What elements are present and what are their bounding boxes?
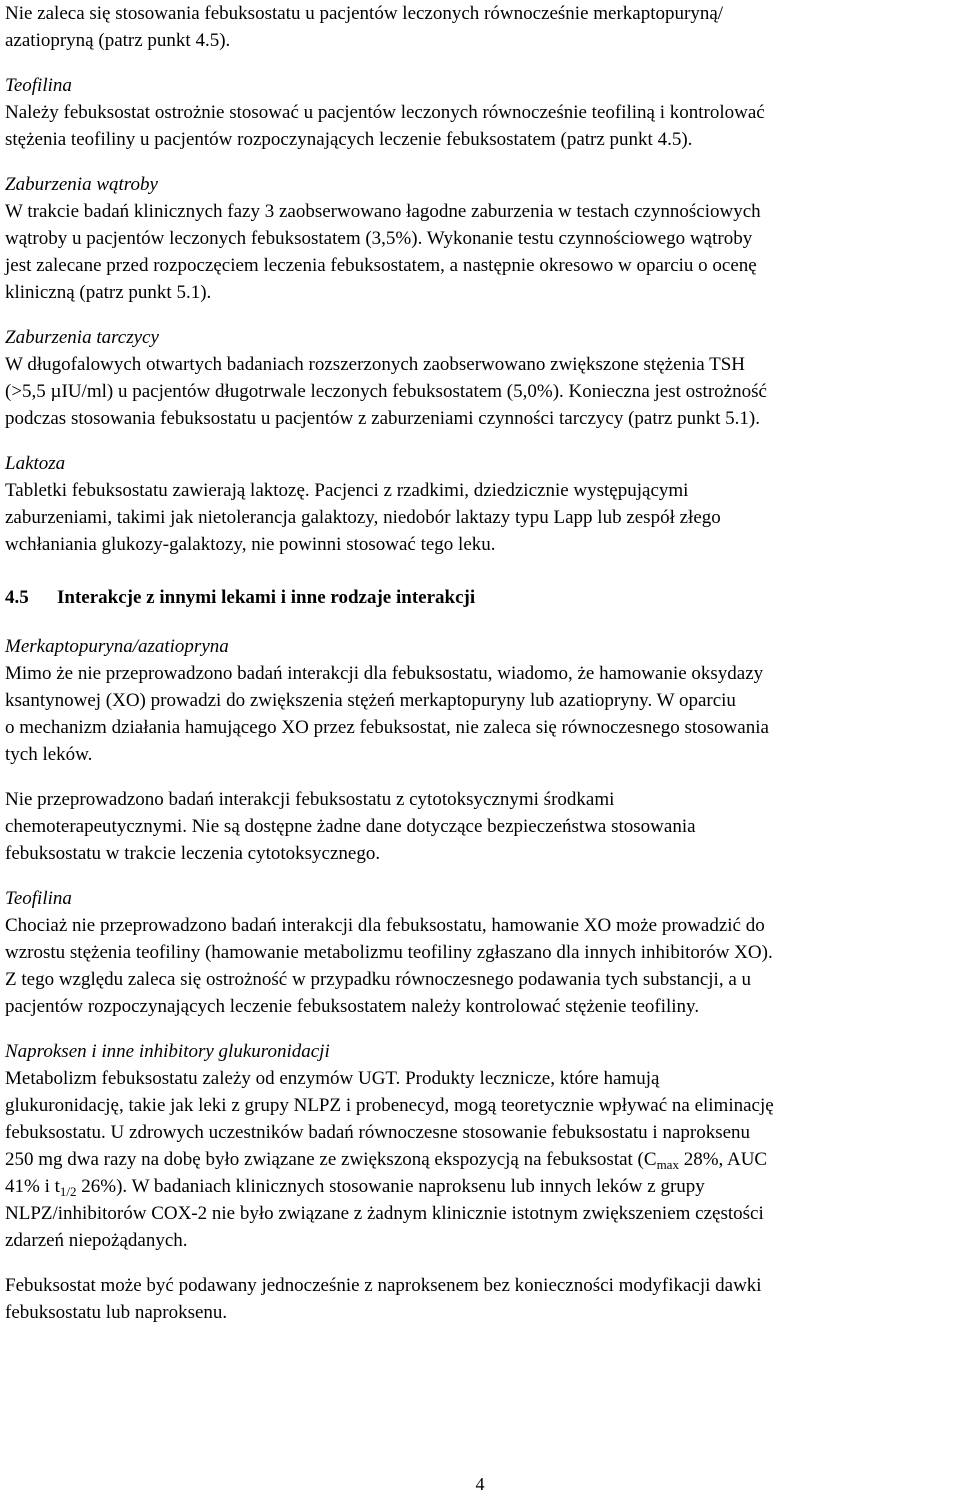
naproxen-line-4-post: 28%, AUC	[678, 1149, 768, 1170]
document-page	[5, 0, 957, 1326]
mercaptopurine-line-4: tych leków.	[5, 744, 93, 765]
naproxen-line-6: NLPZ/inhibitorów COX-2 nie było związane z żadnym klinicznie istotnym zwiększeniem częstości	[5, 1203, 764, 1224]
liver-line-3: jest zalecane przed rozpoczęciem leczenia febuksostatem, a następnie okresowo w oparciu o ocenę	[5, 255, 757, 276]
section-heading	[5, 584, 957, 611]
naproxen-line-5-post: 26%). W badaniach klinicznych stosowanie naproksenu lub innych leków z grupy	[76, 1176, 705, 1197]
mercaptopurine-line-1: Mimo że nie przeprowadzono badań interakcji dla febuksostatu, wiadomo, że hamowanie oksydazy	[5, 663, 764, 684]
naproxen-line-7: zdarzeń niepożądanych.	[5, 1230, 188, 1251]
naproxen-line-5-pre: 41% i t	[5, 1176, 60, 1197]
naproxen-title: Naproksen i inne inhibitory glukuronidacji	[5, 1041, 330, 1062]
mercaptopurine-line-3: o mechanizm działania hamującego XO przez febuksostat, nie zaleca się równoczesnego stosowania	[5, 717, 769, 738]
lactose-title: Laktoza	[5, 453, 66, 474]
cytotoxic-paragraph	[5, 786, 957, 867]
naproxen-dosing-paragraph	[5, 1272, 957, 1326]
teofilina-interaction-line-1: Chociaż nie przeprowadzono badań interakcji dla febuksostatu, hamowanie XO może prowadzić do	[5, 915, 765, 936]
naproxen-line-1: Metabolizm febuksostatu zależy od enzymów UGT. Produkty lecznicze, które hamują	[5, 1068, 660, 1089]
mercaptopurine-section	[5, 633, 957, 768]
lactose-line-1: Tabletki febuksostatu zawierają laktozę. Pacjenci z rzadkimi, dziedzicznie występującymi	[5, 480, 689, 501]
intro-line-1: Nie zaleca się stosowania febuksostatu u pacjentów leczonych równocześnie merkaptopuryną/	[5, 3, 724, 24]
teofilina-warning-title: Teofilina	[5, 75, 72, 96]
teofilina-warning-section	[5, 72, 957, 153]
naproxen-line-4	[5, 1149, 767, 1170]
thyroid-title: Zaburzenia tarczycy	[5, 327, 159, 348]
page-number: 4	[475, 1474, 485, 1494]
intro-paragraph	[5, 0, 957, 54]
thyroid-line-2: (>5,5 µIU/ml) u pacjentów długotrwale leczonych febuksostatem (5,0%). Konieczna jest ostrożność	[5, 381, 767, 402]
thyroid-line-3: podczas stosowania febuksostatu u pacjentów z zaburzeniami czynności tarczycy (patrz punkt 5.1).	[5, 408, 760, 429]
naproxen-dosing-line-2: febuksostatu lub naproksenu.	[5, 1302, 228, 1323]
cytotoxic-line-3: febuksostatu w trakcie leczenia cytotoksycznego.	[5, 843, 381, 864]
mercaptopurine-line-2: ksantynowej (XO) prowadzi do zwiększenia stężeń merkaptopuryny lub azatiopryny. W oparciu	[5, 690, 736, 711]
liver-line-2: wątroby u pacjentów leczonych febuksostatem (3,5%). Wykonanie testu czynnościowego wątroby	[5, 228, 753, 249]
liver-line-4: kliniczną (patrz punkt 5.1).	[5, 282, 212, 303]
teofilina-interaction-title: Teofilina	[5, 888, 72, 909]
half-life-subscript: 1/2	[59, 1184, 77, 1199]
teofilina-interaction-section	[5, 885, 957, 1020]
naproxen-line-3: febuksostatu. U zdrowych uczestników badań równoczesne stosowanie febuksostatu i naproksenu	[5, 1122, 751, 1143]
liver-section	[5, 171, 957, 306]
teofilina-interaction-line-2: wzrostu stężenia teofiliny (hamowanie metabolizmu teofiliny zgłaszano dla innych inhibitorów XO).	[5, 942, 773, 963]
cytotoxic-line-2: chemoterapeutycznymi. Nie są dostępne żadne dane dotyczące bezpieczeństwa stosowania	[5, 816, 696, 837]
mercaptopurine-title: Merkaptopuryna/azatiopryna	[5, 636, 229, 657]
intro-line-2: azatiopryną (patrz punkt 4.5).	[5, 30, 231, 51]
naproxen-dosing-line-1: Febuksostat może być podawany jednocześnie z naproksenem bez konieczności modyfikacji dawki	[5, 1275, 762, 1296]
section-title: Interakcje z innymi lekami i inne rodzaje interakcji	[57, 587, 476, 608]
naproxen-line-4-pre: 250 mg dwa razy na dobę było związane ze zwiększoną ekspozycją na febuksostat (C	[5, 1149, 657, 1170]
thyroid-section	[5, 324, 957, 432]
naproxen-line-5	[5, 1176, 705, 1197]
lactose-line-2: zaburzeniami, takimi jak nietolerancja galaktozy, niedobór laktazy typu Lapp lub zespół złego	[5, 507, 721, 528]
naproxen-section	[5, 1038, 957, 1254]
teofilina-interaction-line-3: Z tego względu zaleca się ostrożność w przypadku równoczesnego podawania tych substancji, a u	[5, 969, 752, 990]
teofilina-warning-line-2: stężenia teofiliny u pacjentów rozpoczynających leczenie febuksostatem (patrz punkt 4.5).	[5, 129, 693, 150]
cmax-subscript: max	[656, 1157, 679, 1172]
teofilina-interaction-line-4: pacjentów rozpoczynających leczenie febuksostatem należy kontrolować stężenie teofiliny.	[5, 996, 700, 1017]
liver-title: Zaburzenia wątroby	[5, 174, 158, 195]
cytotoxic-line-1: Nie przeprowadzono badań interakcji febuksostatu z cytotoksycznymi środkami	[5, 789, 615, 810]
teofilina-warning-line-1: Należy febuksostat ostrożnie stosować u pacjentów leczonych równocześnie teofiliną i kontrolować	[5, 102, 765, 123]
section-number: 4.5	[5, 587, 29, 608]
lactose-section	[5, 450, 957, 558]
lactose-line-3: wchłaniania glukozy-galaktozy, nie powinni stosować tego leku.	[5, 534, 496, 555]
naproxen-line-2: glukuronidację, takie jak leki z grupy NLPZ i probenecyd, mogą teoretycznie wpływać na eliminację	[5, 1095, 774, 1116]
thyroid-line-1: W długofalowych otwartych badaniach rozszerzonych zaobserwowano zwiększone stężenia TSH	[5, 354, 746, 375]
liver-line-1: W trakcie badań klinicznych fazy 3 zaobserwowano łagodne zaburzenia w testach czynnościowych	[5, 201, 761, 222]
